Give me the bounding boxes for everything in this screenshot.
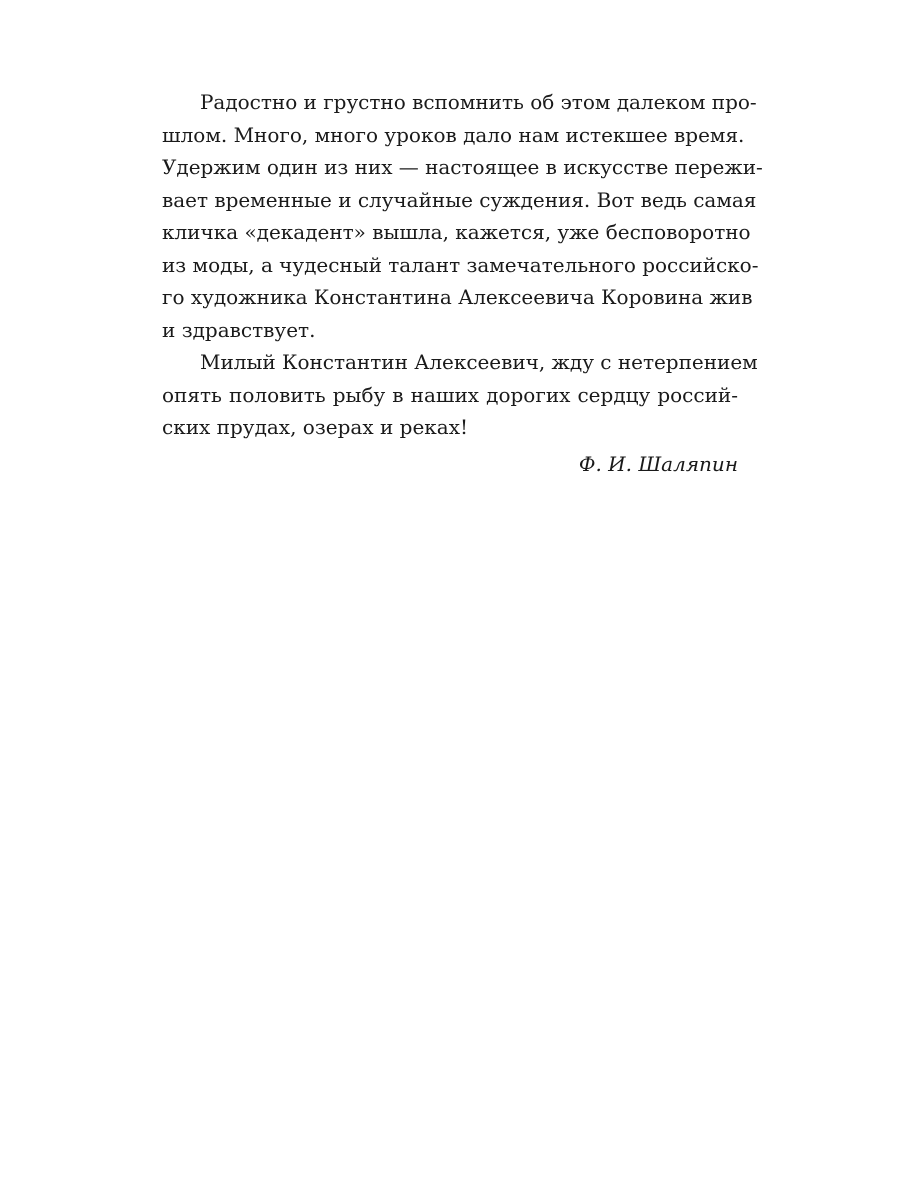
paragraph-2 [162,346,758,444]
body-text [162,86,763,480]
text-line: го художника Константина Алексеевича Коровина жив [162,285,753,309]
text-line: Удержим один из них — настоящее в искусстве пережи- [162,155,763,179]
text-line: Радостно и грустно вспомнить об этом далеком про- [200,90,757,114]
text-line: из моды, а чудесный талант замечательного российско- [162,252,759,277]
text-line: шлом. Много, много уроков дало нам истекшее время. [162,122,745,147]
text-line: и здравствует. [162,317,316,342]
text-line: опять половить рыбу в наших дорогих сердцу россий- [162,382,738,407]
text-line: кличка «декадент» вышла, кажется, уже бесповоротно [162,220,751,244]
text-line: ских прудах, озерах и реках! [162,415,469,439]
paragraph-1 [162,86,763,346]
text-line: Милый Константин Алексеевич, жду с нетерпением [200,350,758,374]
author-signature: Ф. И. Шаляпин [578,451,738,476]
text-line: вает временные и случайные суждения. Вот ведь самая [162,187,757,212]
